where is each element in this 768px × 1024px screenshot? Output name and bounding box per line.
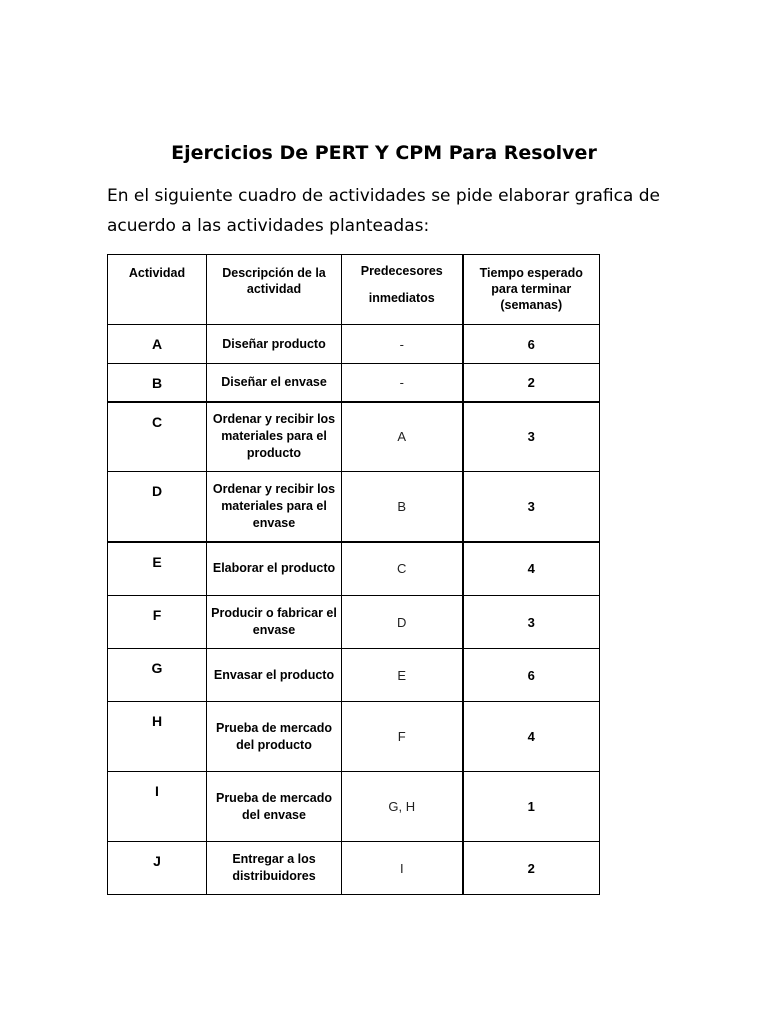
row-time: 4: [463, 702, 600, 772]
intro-paragraph: En el siguiente cuadro de actividades se pide elaborar grafica de acuerdo a las actividades planteadas:: [107, 186, 660, 236]
header-predecessors-line1: Predecesores: [360, 264, 443, 278]
row-description: Entregar a los distribuidores: [207, 842, 342, 895]
row-description: Ordenar y recibir los materiales para el producto: [207, 402, 342, 472]
table-row: [108, 649, 600, 702]
table-row: [108, 325, 600, 364]
row-description: Producir o fabricar el envase: [207, 596, 342, 649]
row-time: 6: [463, 649, 600, 702]
table-row: [108, 596, 600, 649]
row-description: Prueba de mercado del producto: [207, 702, 342, 772]
table-header-row: [108, 255, 600, 325]
row-activity: B: [108, 364, 207, 402]
header-time: Tiempo esperado para terminar (semanas): [463, 255, 600, 325]
row-predecessors: B: [342, 472, 463, 542]
row-description: Envasar el producto: [207, 649, 342, 702]
table-row: [108, 772, 600, 842]
row-activity: G: [108, 649, 207, 702]
row-activity: D: [108, 472, 207, 542]
row-time: 3: [463, 596, 600, 649]
row-time: 3: [463, 472, 600, 542]
header-description: Descripción de la actividad: [207, 255, 342, 325]
row-predecessors: A: [342, 402, 463, 472]
row-time: 4: [463, 542, 600, 596]
header-activity: Actividad: [108, 255, 207, 325]
row-predecessors: D: [342, 596, 463, 649]
row-description: Ordenar y recibir los materiales para el envase: [207, 472, 342, 542]
header-predecessors-line2: inmediatos: [368, 291, 435, 305]
table-row: [108, 842, 600, 895]
row-predecessors: E: [342, 649, 463, 702]
row-description: Diseñar el envase: [207, 364, 342, 402]
row-activity: C: [108, 402, 207, 472]
row-activity: J: [108, 842, 207, 895]
row-time: 2: [463, 364, 600, 402]
table-row: [108, 542, 600, 596]
row-time: 6: [463, 325, 600, 364]
row-predecessors: I: [342, 842, 463, 895]
activities-table: [107, 254, 600, 895]
table-row: [108, 702, 600, 772]
row-activity: I: [108, 772, 207, 842]
row-predecessors: C: [342, 542, 463, 596]
row-time: 3: [463, 402, 600, 472]
table-row: [108, 402, 600, 472]
row-activity: F: [108, 596, 207, 649]
row-predecessors: F: [342, 702, 463, 772]
table-row: [108, 364, 600, 402]
row-description: Diseñar producto: [207, 325, 342, 364]
row-time: 2: [463, 842, 600, 895]
row-predecessors: -: [342, 325, 463, 364]
header-predecessors: [342, 255, 463, 325]
row-predecessors: -: [342, 364, 463, 402]
row-time: 1: [463, 772, 600, 842]
row-description: Elaborar el producto: [207, 542, 342, 596]
row-description: Prueba de mercado del envase: [207, 772, 342, 842]
row-activity: H: [108, 702, 207, 772]
row-activity: A: [108, 325, 207, 364]
table-row: [108, 472, 600, 542]
page-title: Ejercicios De PERT Y CPM Para Resolver: [171, 142, 597, 164]
row-activity: E: [108, 542, 207, 596]
row-predecessors: G, H: [342, 772, 463, 842]
